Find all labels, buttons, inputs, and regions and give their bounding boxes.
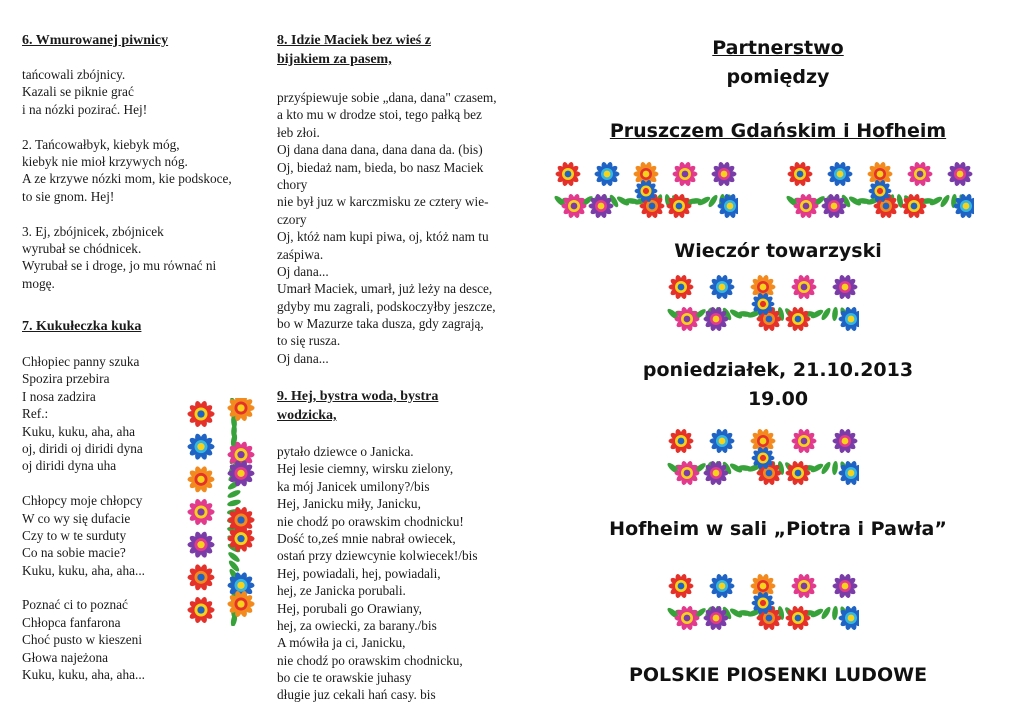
lyric-line: A ze krzywe nózki mom, kie podskoce, xyxy=(22,171,232,187)
cover-title-between: pomiędzy xyxy=(726,66,830,88)
folk-flower-icon xyxy=(667,425,859,491)
folk-flower-ornament-top-right xyxy=(786,158,974,224)
lyric-line: 2. Tańcowałbyk, kiebyk móg, xyxy=(22,136,180,152)
folk-flower-icon xyxy=(786,158,974,224)
event-date: poniedziałek, 21.10.2013 xyxy=(642,359,914,381)
lyric-line: Hej, porubali go Orawiany, xyxy=(277,600,422,616)
lyric-line: Hej lesie ciemny, wirsku zielony, xyxy=(277,461,454,477)
lyric-line: ostań przy dziewcynie kolwiecek!/bis xyxy=(277,548,478,564)
lyric-line: długie juz cekali hań casy. bis xyxy=(277,687,436,703)
folk-flower-icon xyxy=(183,398,261,626)
lyric-line: Co na sobie macie? xyxy=(22,545,126,561)
folk-flower-ornament-date xyxy=(667,425,859,491)
lyric-line: Umarł Maciek, umarł, już leży na desce, xyxy=(277,281,493,297)
lyric-line: czory xyxy=(277,211,307,227)
cover-title-partnership: Partnerstwo xyxy=(712,37,844,59)
lyric-line: przyśpiewuje sobie „dana, dana" czasem, xyxy=(277,90,497,105)
lyric-line: A mówiła ja ci, Janicku, xyxy=(277,635,406,651)
lyric-line: Chłopcy moje chłopcy xyxy=(22,493,143,509)
lyric-line: Oj dana... xyxy=(277,263,329,279)
folk-flower-ornament-vertical xyxy=(183,398,261,626)
lyric-line: bo w Mazurze taka dusza, gdy zagrają, xyxy=(277,316,484,332)
lyric-line: Oj dana... xyxy=(277,350,329,366)
lyric-line: łeb złoi. xyxy=(277,124,320,140)
lyric-line: a kto mu w drodze stoi, tego pałką bez xyxy=(277,107,482,123)
lyric-line: W co wy się dufacie xyxy=(22,510,131,526)
lyric-line: to się rusza. xyxy=(277,333,341,349)
lyric-line: Głowa najeżona xyxy=(22,649,109,665)
lyric-line xyxy=(22,118,262,135)
lyric-line: Choć pusto w kieszeni xyxy=(22,632,143,648)
lyric-line: Chłopiec panny szuka xyxy=(22,354,140,369)
lyric-line: Oj, któż nam kupi piwa, oj, któż nam tu xyxy=(277,229,489,245)
lyric-line: mogę. xyxy=(22,275,55,291)
song-6-title: 6. Wmurowanej piwnicy xyxy=(22,33,169,48)
lyric-line: Kazali se piknie grać xyxy=(22,84,134,100)
lyric-line: Oj dana dana dana, dana dana da. (bis) xyxy=(277,142,483,158)
lyric-line: Oj, biedaż nam, bieda, bo nasz Maciek xyxy=(277,159,484,175)
cover-title-cities: Pruszczem Gdańskim i Hofheim xyxy=(609,120,947,142)
lyric-line: ka mój Janicek umilony?/bis xyxy=(277,478,430,494)
event-time: 19.00 xyxy=(747,388,809,410)
lyric-line: Kuku, kuku, aha, aha... xyxy=(22,562,145,578)
lyric-line: Hej, powiadali, hej, powiadali, xyxy=(277,565,441,581)
song-8-title-line-1: 8. Idzie Maciek bez wieś z xyxy=(277,33,431,48)
folk-flower-ornament-event xyxy=(667,271,859,337)
lyric-line: to sie gnom. Hej! xyxy=(22,188,115,204)
folk-flower-icon xyxy=(667,271,859,337)
lyric-line: Wyrubał se i droge, jo mu rόwnać ni xyxy=(22,258,217,274)
lyric-line: Dość to,ześ mnie nabrał owiecek, xyxy=(277,530,456,546)
lyric-line: i na nózki pozirać. Hej! xyxy=(22,101,148,117)
lyric-line: oj diridi dyna uha xyxy=(22,458,117,474)
song-9-title-line-2: wodzicka, xyxy=(277,408,337,423)
lyric-line: Spozira przebira xyxy=(22,371,110,387)
lyric-line: kiebyk nie mioł krzywych nóg. xyxy=(22,153,188,169)
song-7-title: 7. Kukułeczka kuka xyxy=(22,319,142,334)
lyric-line: Kuku, kuku, aha, aha xyxy=(22,423,135,439)
lyric-line: tańcowali zbójnicy. xyxy=(22,67,126,82)
lyric-line: wyrubał se chódnicek. xyxy=(22,240,142,256)
event-name: Wieczór towarzyski xyxy=(674,240,882,262)
song-8-lyrics xyxy=(277,89,527,367)
lyric-line: I nosa zadzira xyxy=(22,388,96,404)
lyric-line: hej, ze Janicka porubali. xyxy=(277,583,406,599)
lyric-line: nie chodź po orawskim chodnicku! xyxy=(277,513,464,529)
lyric-line: zaśpiwa. xyxy=(277,246,324,262)
lyric-line: Kuku, kuku, aha, aha... xyxy=(22,667,145,683)
lyric-line: chory xyxy=(277,176,308,192)
song-9-title-line-1: 9. Hej, bystra woda, bystra xyxy=(277,389,439,404)
lyric-line: oj, diridi oj diridi dyna xyxy=(22,440,143,456)
lyric-line: nie chodź po orawskim chodnicku, xyxy=(277,652,463,668)
lyric-line: 3. Ej, zbójnicek, zbójnicek xyxy=(22,223,164,239)
lyric-line xyxy=(22,205,262,222)
song-6-lyrics xyxy=(22,66,262,292)
event-venue: Hofheim w sali „Piotra i Pawła” xyxy=(609,518,947,540)
lyric-line: Poznać ci to poznać xyxy=(22,597,128,613)
folk-flower-ornament-top-left xyxy=(554,158,738,224)
lyric-line: Chłopca fanfarona xyxy=(22,614,121,630)
folk-flower-ornament-venue xyxy=(667,570,859,636)
lyric-line: hej, za owiecki, za barany./bis xyxy=(277,617,437,633)
lyric-line: gdyby mu zagrali, podskoczyłby jeszcze, xyxy=(277,298,496,314)
song-9-lyrics xyxy=(277,443,527,704)
song-8-title-line-2: bijakiem za pasem, xyxy=(277,52,392,67)
lyric-line: pytało dziewce o Janicka. xyxy=(277,444,414,459)
folk-flower-icon xyxy=(554,158,738,224)
lyric-line: Hej, Janicku miły, Janicku, xyxy=(277,496,421,512)
lyric-line: Ref.: xyxy=(22,406,49,422)
lyric-line: Czy to w te surduty xyxy=(22,527,127,543)
folk-flower-icon xyxy=(667,570,859,636)
lyric-line: bo cie te orawskie juhasy xyxy=(277,670,412,686)
lyric-line: nie był juz w karczmisku ze cztery wie- xyxy=(277,194,489,210)
cover-footer: POLSKIE PIOSENKI LUDOWE xyxy=(628,664,928,686)
